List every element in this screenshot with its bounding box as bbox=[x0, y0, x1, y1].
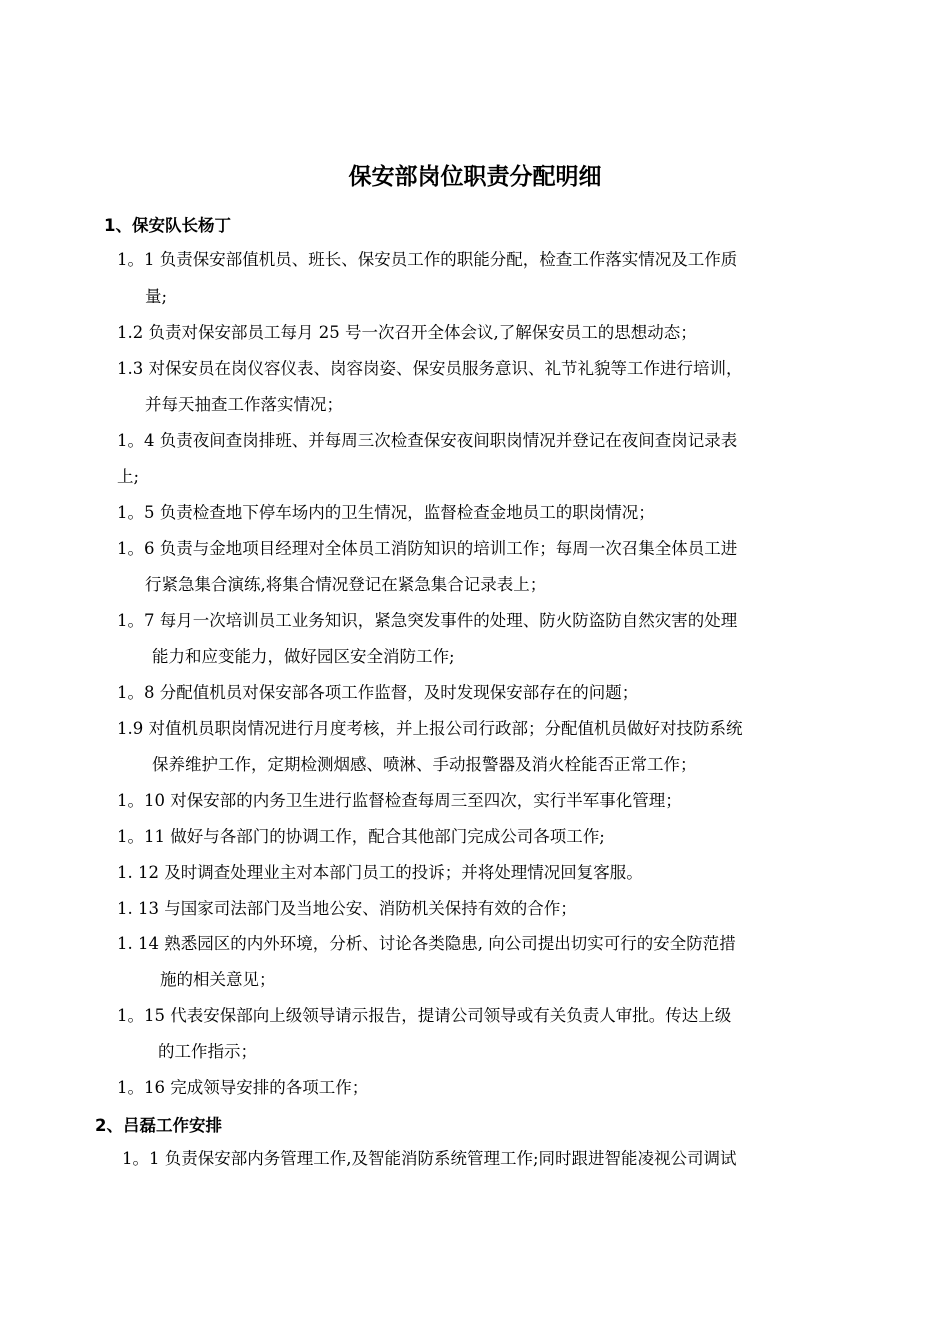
list-item: 1。11 做好与各部门的协调工作，配合其他部门完成公司各项工作; bbox=[117, 827, 605, 846]
list-item: 1. 14 熟悉园区的内外环境，分析、讨论各类隐患, 向公司提出切实可行的安全防范措 bbox=[117, 934, 736, 953]
section-heading-1: 1、保安队长杨丁 bbox=[104, 216, 231, 235]
list-item: 1.3 对保安员在岗仪容仪表、岗容岗姿、保安员服务意识、礼节礼貌等工作进行培训， bbox=[117, 359, 743, 378]
list-item: 1. 13 与国家司法部门及当地公安、消防机关保持有效的合作； bbox=[117, 899, 577, 918]
list-item: 1。1 负责保安部值机员、班长、保安员工作的职能分配，检查工作落实情况及工作质 bbox=[117, 250, 738, 269]
list-item: 1。7 每月一次培训员工业务知识，紧急突发事件的处理、防火防盗防自然灾害的处理 bbox=[117, 611, 738, 630]
list-item-continuation: 并每天抽查工作落实情况； bbox=[145, 395, 343, 414]
list-item: 1. 12 及时调查处理业主对本部门员工的投诉；并将处理情况回复客服。 bbox=[117, 863, 643, 882]
list-item-continuation: 行紧急集合演练,将集合情况登记在紧急集合记录表上； bbox=[145, 575, 547, 594]
page-title: 保安部岗位职责分配明细 bbox=[348, 164, 602, 190]
list-item-continuation: 施的相关意见； bbox=[160, 970, 276, 989]
section-heading-2: 2、吕磊工作安排 bbox=[95, 1116, 222, 1135]
list-item-continuation: 保养维护工作，定期检测烟感、喷淋、手动报警器及消火栓能否正常工作； bbox=[152, 755, 697, 774]
list-item: 1。5 负责检查地下停车场内的卫生情况，监督检查金地员工的职岗情况； bbox=[117, 503, 655, 522]
list-item: 1.9 对值机员职岗情况进行月度考核，并上报公司行政部；分配值机员做好对技防系统 bbox=[117, 719, 743, 738]
list-item: 1。10 对保安部的内务卫生进行监督检查每周三至四次，实行半军事化管理； bbox=[117, 791, 682, 810]
list-item: 1。6 负责与金地项目经理对全体员工消防知识的培训工作；每周一次召集全体员工进 bbox=[117, 539, 738, 558]
list-item: 1。8 分配值机员对保安部各项工作监督，及时发现保安部存在的问题； bbox=[117, 683, 639, 702]
list-item-continuation: 上; bbox=[117, 467, 140, 486]
list-item: 1。1 负责保安部内务管理工作,及智能消防系统管理工作;同时跟进智能凌视公司调试 bbox=[122, 1149, 737, 1168]
list-item: 1。15 代表安保部向上级领导请示报告，提请公司领导或有关负责人审批。传达上级 bbox=[117, 1006, 732, 1025]
list-item-continuation: 量; bbox=[145, 287, 168, 306]
list-item: 1。16 完成领导安排的各项工作； bbox=[117, 1078, 369, 1097]
list-item-continuation: 的工作指示； bbox=[158, 1042, 257, 1061]
list-item: 1.2 负责对保安部员工每月 25 号一次召开全体会议,了解保安员工的思想动态； bbox=[117, 323, 697, 342]
list-item-continuation: 能力和应变能力，做好园区安全消防工作; bbox=[152, 647, 455, 666]
list-item: 1。4 负责夜间查岗排班、并每周三次检查保安夜间职岗情况并登记在夜间查岗记录表 bbox=[117, 431, 738, 450]
